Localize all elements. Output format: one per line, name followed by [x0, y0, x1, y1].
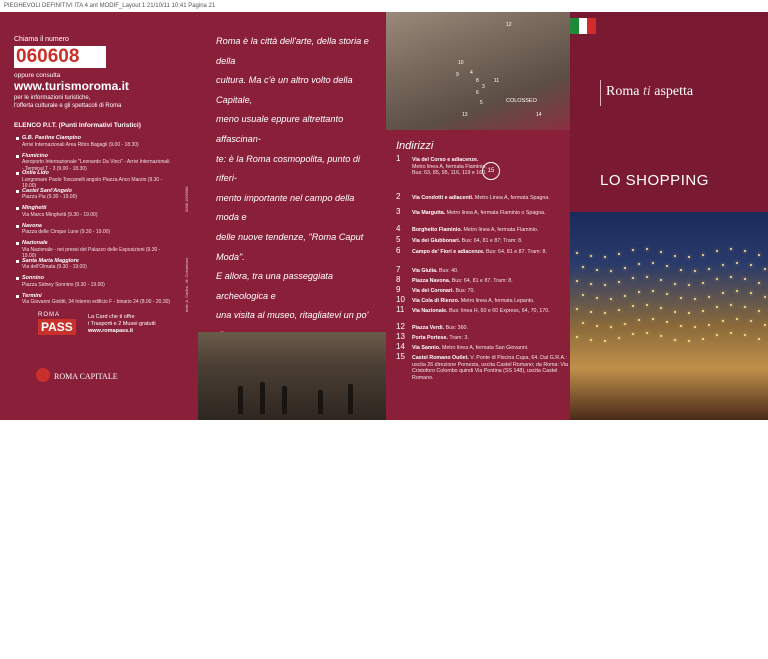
print-slug: PIEGHEVOLI DEFINITIVI ITA 4 ant MODIF_Layout 1 21/10/11 10:41 Pagina 21: [4, 3, 216, 9]
intro-line: della couture italiana sono nate nella Città: [216, 486, 366, 517]
intro-line: Roma è la città dell'arte, della storia e della: [216, 36, 369, 66]
intro-line: l'abito al centro di un evento tra arte e: [216, 623, 370, 634]
intro-line: mento importante nel campo della moda e: [216, 192, 355, 223]
map-marker: 14: [536, 112, 542, 118]
pit-title: ELENCO P.I.T. (Punti Informativi Turistici): [14, 122, 141, 129]
intro-line: e sperimentazioni inedite che pongono: [216, 604, 374, 615]
or-label: oppure consulta: [14, 72, 61, 79]
info-text: per le informazioni turistiche, l'offerta culturale e gli spettacoli di Roma: [14, 95, 122, 109]
intro-line: delle nuove tendenze, "Roma Caput Moda".: [216, 231, 364, 262]
pit-item: Ostia Lido Lungomare Paolo Toscanelli angolo Piazza Anco Marzio (9.30 - 19.00): [22, 170, 172, 190]
pit-item: Minghetti Via Marco Minghetti (9.30 - 19.00): [22, 205, 172, 218]
pit-item: Navona Piazza delle Cinque Lune (9.30 - 19.00): [22, 223, 172, 236]
pit-item: Santa Maria Maggiore Via dell'Olmata (9.30 - 19.00): [22, 258, 172, 271]
intro-line: Roma: [216, 427, 241, 438]
pit-item: Nazionale Via Nazionale - nei pressi del Palazzo delle Esposizioni (9.30 - 19.00): [22, 240, 172, 260]
brand-divider: [600, 80, 601, 106]
pit-item: G.B. Pastine Ciampino Arrivi Internazionali Area Ritiro Bagagli (9.00 - 18.30): [22, 135, 172, 148]
intro-line: luglio, si tiene la manifestazione: [216, 545, 346, 556]
intro-line: te: è la Roma cosmopolita, punto di riferi-: [216, 153, 361, 184]
addresses-title: Indirizzi: [396, 140, 434, 152]
code-vertical: 0008 1005588: [184, 186, 189, 212]
map-marker: 6: [476, 90, 479, 96]
intro-line: una visita al museo, ritagliatevi un po': [216, 310, 369, 321]
intro-line: AltaRomaAltaModa: sfilate, performance: [216, 565, 327, 595]
intro-line: spettacolo.: [216, 643, 261, 654]
intro-line: E allora, tra una passeggiata archeologica e: [216, 271, 333, 301]
map-marker: 12: [506, 22, 512, 28]
pit-item: Castel Sant'Angelo Piazza Pia (9.30 - 19.00): [22, 188, 172, 201]
map-marker: 8: [476, 78, 479, 84]
intro-line: cultura. Ma c'è un altro volto della Capitale,: [216, 75, 353, 105]
brand-title: Roma ti aspetta: [606, 84, 694, 99]
map-marker: 3: [482, 84, 485, 90]
roma-pass-logo: ROMA PASS: [38, 312, 78, 340]
map-marker: 13: [462, 112, 468, 118]
map-marker: 5: [480, 100, 483, 106]
shopping-title: LO SHOPPING: [600, 172, 709, 189]
phone-number: 060608: [14, 46, 106, 68]
pit-item: Fiumicino Aeroporto Internazionale "Leonardo Da Vinci" - Arrivi Internazionali - Terminal T - 3 (9.00 - 18.30): [22, 153, 172, 173]
map-marker: 9: [456, 72, 459, 78]
italian-flag-icon: [570, 18, 596, 34]
map-marker: 4: [470, 70, 473, 76]
call-label: Chiama il numero: [14, 36, 69, 43]
roma-capitale-emblem-icon: [36, 368, 50, 382]
map-marker-15: 15: [482, 162, 500, 180]
website-link[interactable]: www.turismoroma.it: [14, 79, 129, 93]
roma-capitale-label: ROMA CAPITALE: [54, 372, 118, 381]
christmas-street-photo: [570, 212, 768, 420]
intro-panel: [198, 12, 386, 654]
map-marker: 11: [494, 78, 500, 84]
addresses-panel: COLOSSEO 12 10 9 4 8 3 11 6 5 13 14 Indirizzi 15 1 Via del Corso e adiacenze. Metro linea A, fermata Flaminio, Bus: 63, 85, 95, 116, 119 e 160. 2 Via Condotti e adiacenti. Metro Linea A, fermata Spagna. 3 Via Margutta. Metro linea A, fermata Flaminio o Spagna. 4 Borghetto Flaminio. Metro linea A, fermata Flaminio. 5 Via dei Giubbonari. Bus: 64, 81 e 87; Tram: 8. 6 Campo de' Fiori e adiacenze. Bus: 64, 81 e 87. Tram: 8. 7 Via Giulia. Bus: 40. 8 Piazza Navona. Bus: 64, 81 e 87. Tram: 8. 9 Via dei Coronari. Bus: 70. 10 Via Cola di Rienzo. Metro linea A, fermata Lepanto. 11 Via Nazionale. Bus: linea H, 60 e 60 Express, 64, 70, 170. 12 Piazza Verdi. Bus: 360. 13 Porta Portese. Tram: 3. 14 Via Sannio. Metro linea A, fermata San Giovanni. 15 Castel Romano Outlet. V. Ponte di Piscina Cupa, 64. Dal G.R.A.: uscita 26 direzione Pomezia, uscita Castel Romano; da Roma: Via Cristoforo Colombo quindi Via Pontina (SS 148), uscita Castel Romano.: [386, 12, 570, 420]
pit-item: Sonnino Piazza Sidney Sonnino (9.30 - 19.00): [22, 275, 172, 288]
intro-line: meno usuale eppure altrettanto affascinan-: [216, 114, 344, 144]
contact-panel: [0, 12, 198, 420]
map-marker: 10: [458, 60, 464, 66]
street-shopping-photo: [198, 332, 386, 420]
colosseo-label: COLOSSEO: [506, 98, 537, 104]
pit-item: Termini Via Giovanni Giolitti, 34 Interno edificio F - binario 24 (8.00 - 20.30): [22, 292, 171, 305]
roma-pass-text: La Card che ti offre i Trasporti e 2 Musei gratuiti www.romapass.it: [88, 314, 156, 334]
rome-map-photo: [386, 12, 570, 130]
intro-line: perché le più antiche e importanti maison: [216, 447, 352, 478]
intro-line: Eterna. Due volte l'anno, a gennaio e a: [216, 525, 375, 536]
credits-vertical: testi: A. Carlini - M. Colombaro: [184, 257, 189, 312]
